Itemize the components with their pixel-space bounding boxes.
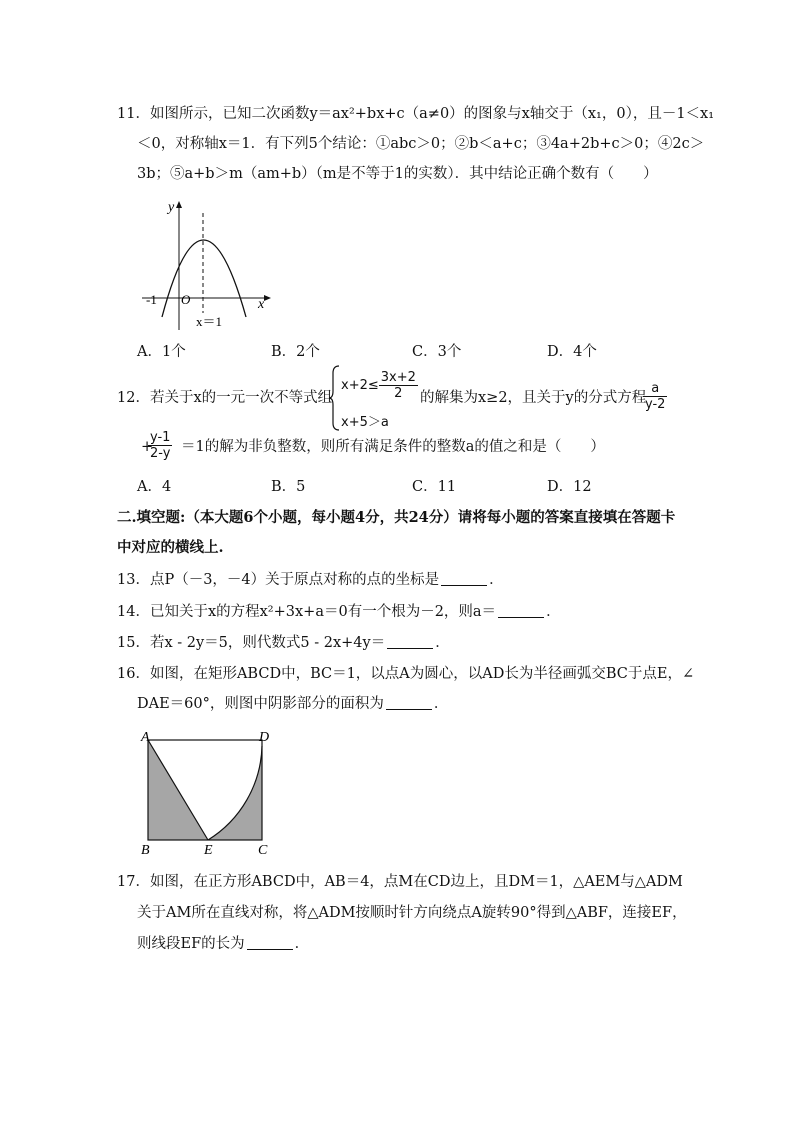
section-2-heading-line-2: 中对应的横线上.	[117, 539, 224, 556]
q17-line-2: 关于AM所在直线对称，将△ADM按顺时针方向绕点A旋转90°得到△ABF，连接EF，	[137, 905, 687, 921]
q14-end: ．	[546, 604, 561, 620]
q12-fraction-1	[643, 381, 667, 412]
q17-end: ．	[294, 936, 310, 952]
q11-option-d[interactable]: D．4个	[547, 344, 597, 360]
q11-line-3: 3b；⑤a+b＞m（am+b）（m是不等于1的实数）．其中结论正确个数有（ ）	[137, 166, 658, 182]
neg-one-label: -1	[146, 292, 157, 307]
label-a: A	[141, 730, 150, 745]
y-label: y	[168, 200, 175, 215]
x-axis-arrow-icon	[264, 295, 271, 301]
rectangle-diagram	[135, 726, 280, 858]
q12-line2-prefix: +	[141, 439, 154, 455]
q15-answer-blank[interactable]	[387, 634, 433, 649]
q12-ineq1-num: 3x+2	[380, 370, 416, 385]
q12-option-a[interactable]: A．4	[137, 479, 172, 495]
parabola-graph	[140, 195, 280, 335]
q16-line2-text: DAE＝60°，则图中阴影部分的面积为	[137, 696, 384, 712]
q15-text: 15．若x - 2y＝5，则代数式5 - 2x+4y＝	[117, 635, 386, 651]
q13-answer-blank[interactable]	[441, 571, 487, 586]
q15	[117, 633, 450, 653]
q11-line-2: ＜0，对称轴x＝1．有下列5个结论：①abc＞0；②b＜a+c；③4a+2b+c＞0；④2c＞	[137, 136, 705, 152]
q17-line3-text: 则线段EF的长为	[137, 936, 245, 952]
q12-fraction-2	[148, 430, 172, 461]
symmetry-axis-label: x＝1	[196, 314, 223, 329]
label-d: D	[259, 730, 270, 745]
q16-end: ．	[433, 696, 449, 712]
q11-option-b[interactable]: B．2个	[271, 344, 320, 360]
shaded-region-ecd	[208, 746, 262, 840]
q11-option-a[interactable]: A．1个	[137, 344, 186, 360]
q12-inequality-1	[341, 370, 418, 401]
q14	[117, 602, 561, 622]
q12-option-c[interactable]: C．11	[412, 479, 457, 495]
q13	[117, 570, 504, 590]
q14-answer-blank[interactable]	[498, 603, 544, 618]
q13-end: ．	[489, 572, 504, 588]
q12-frac1-num: a	[643, 381, 667, 397]
q12-ineq1-left: x+2≤	[341, 378, 379, 393]
parabola-curve	[162, 240, 246, 317]
q12-prefix: 12．若关于x的一元一次不等式组	[117, 390, 333, 406]
label-c: C	[258, 843, 268, 858]
q17-line-3	[137, 934, 309, 954]
system-brace-icon	[328, 365, 340, 431]
q12-inequality-2: x+5＞a	[341, 415, 389, 430]
q13-text: 13．点P（－3，－4）关于原点对称的点的坐标是	[117, 572, 440, 588]
q12-frac2-den: 2-y	[150, 446, 171, 461]
q12-frac2-num: y-1	[150, 430, 171, 445]
q15-end: ．	[435, 635, 450, 651]
section-2-heading-line-1: 二.填空题:（本大题6个小题，每小题4分，共24分）请将每小题的答案直接填在答题卡	[117, 509, 676, 526]
q16-line-2	[137, 694, 448, 714]
q12-ineq1-den: 2	[394, 386, 403, 401]
q16-answer-blank[interactable]	[386, 695, 432, 710]
q12-line2-suffix: ＝1的解为非负整数，则所有满足条件的整数a的值之和是（ ）	[181, 439, 605, 455]
q11-option-c[interactable]: C．3个	[412, 344, 462, 360]
x-label: x	[258, 297, 265, 312]
q12-ineq1-fraction	[379, 370, 418, 401]
origin-label: O	[181, 292, 191, 307]
q16-line-1: 16．如图，在矩形ABCD中，BC＝1，以点A为圆心，以AD长为半径画弧交BC于点E，∠	[117, 666, 695, 682]
q11-line-1: 11．如图所示，已知二次函数y＝ax²+bx+c（a≠0）的图象与x轴交于（x₁，0），且－1＜x₁	[117, 106, 715, 122]
q12-option-b[interactable]: B．5	[271, 479, 306, 495]
label-b: B	[141, 843, 150, 858]
q12-option-d[interactable]: D．12	[547, 479, 592, 495]
label-e: E	[204, 843, 213, 858]
q14-text: 14．已知关于x的方程x²+3x+a＝0有一个根为－2，则a＝	[117, 604, 497, 620]
q12-middle: 的解集为x≥2，且关于y的分式方程	[420, 390, 647, 406]
q17-line-1: 17．如图，在正方形ABCD中，AB＝4，点M在CD边上，且DM＝1，△AEM与△ADM	[117, 874, 683, 890]
q12-frac1-den: y-2	[645, 397, 666, 412]
y-axis-arrow-icon	[176, 201, 182, 208]
q17-answer-blank[interactable]	[247, 935, 293, 950]
